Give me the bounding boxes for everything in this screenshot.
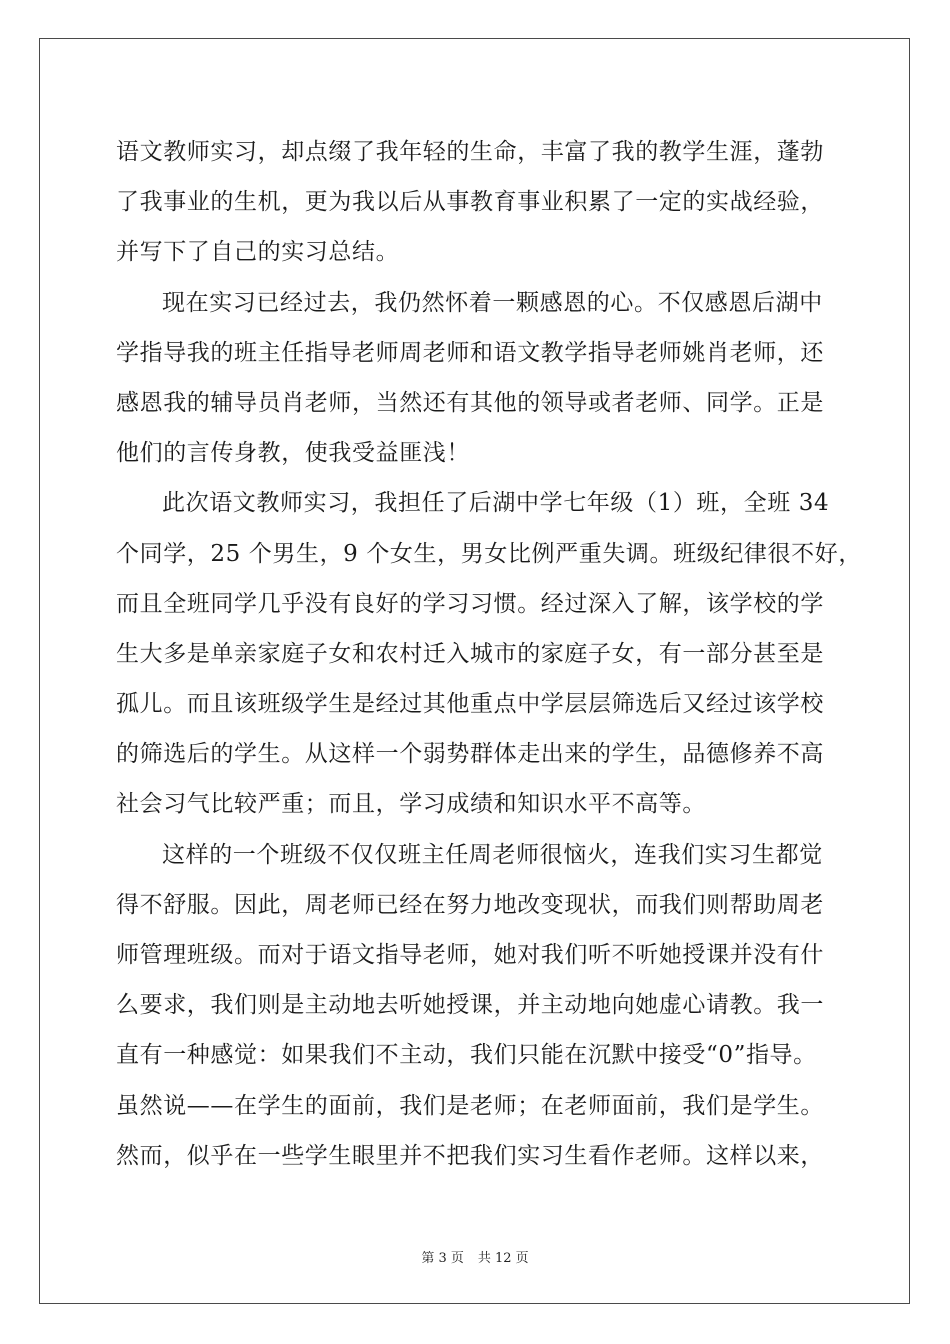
text-line: 然而，似乎在一些学生眼里并不把我们实习生看作老师。这样以来， (116, 1142, 824, 1169)
text-line: 虽然说——在学生的面前，我们是老师；在老师面前，我们是学生。 (116, 1092, 824, 1119)
text-line: 个同学，25 个男生，9 个女生，男女比例严重失调。班级纪律很不好， (116, 540, 862, 567)
text-line: 孤儿。而且该班级学生是经过其他重点中学层层筛选后又经过该学校 (116, 691, 824, 718)
text-line: 并写下了自己的实习总结。 (116, 239, 400, 266)
paragraph-start-line: 这样的一个班级不仅仅班主任周老师很恼火，连我们实习生都觉 (162, 841, 823, 868)
document-body (116, 127, 862, 1181)
text-line: 学指导我的班主任指导老师周老师和语文教学指导老师姚肖老师，还 (116, 339, 824, 366)
page-number: 第 3 页 (421, 1251, 464, 1266)
text-line: 的筛选后的学生。从这样一个弱势群体走出来的学生，品德修养不高 (116, 741, 824, 768)
text-line: 感恩我的辅导员肖老师，当然还有其他的领导或者老师、同学。正是 (116, 389, 824, 416)
text-line: 师管理班级。而对于语文指导老师，她对我们听不听她授课并没有什 (116, 942, 824, 968)
text-line: 语文教师实习，却点缀了我年轻的生命，丰富了我的教学生涯，蓬勃 (116, 139, 824, 165)
paragraph-start-line: 此次语文教师实习，我担任了后湖中学七年级（1）班，全班 34 (162, 490, 830, 517)
text-line: 么要求，我们则是主动地去听她授课，并主动地向她虚心请教。我一 (116, 992, 824, 1019)
text-line: 得不舒服。因此，周老师已经在努力地改变现状，而我们则帮助周老 (116, 891, 824, 918)
text-line: 了我事业的生机，更为我以后从事教育事业积累了一定的实战经验， (116, 189, 824, 216)
text-line: 而且全班同学几乎没有良好的学习习惯。经过深入了解，该学校的学 (116, 590, 824, 617)
text-line: 他们的言传身教，使我受益匪浅！ (116, 440, 470, 467)
text-line: 生大多是单亲家庭子女和农村迁入城市的家庭子女，有一部分甚至是 (116, 640, 824, 667)
text-line: 直有一种感觉：如果我们不主动，我们只能在沉默中接受“0”指导。 (116, 1042, 817, 1069)
page-total: 共 12 页 (477, 1251, 529, 1266)
text-line: 社会习气比较严重；而且，学习成绩和知识水平不高等。 (116, 791, 706, 818)
paragraph-start-line: 现在实习已经过去，我仍然怀着一颗感恩的心。不仅感恩后湖中 (162, 289, 823, 316)
page-footer (0, 1247, 950, 1266)
